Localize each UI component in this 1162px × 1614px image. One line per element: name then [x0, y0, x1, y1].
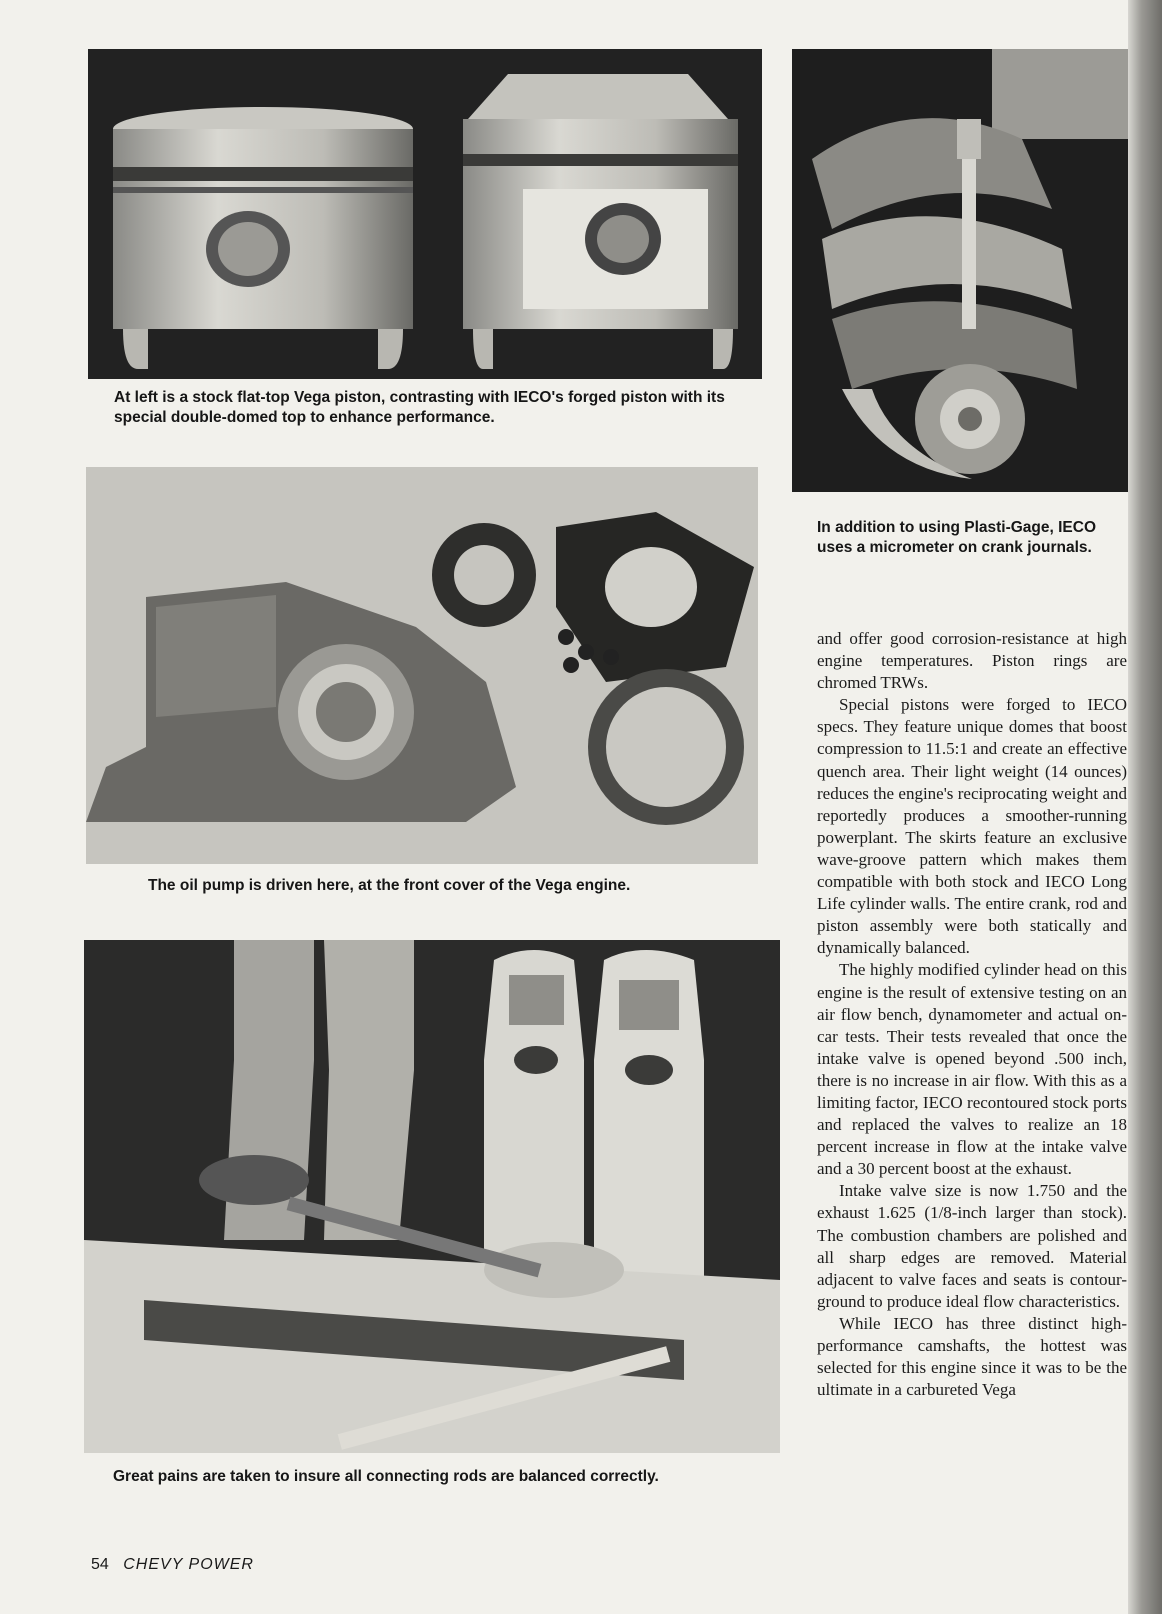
oil-pump-caption: The oil pump is driven here, at the front cover of the Vega engine.: [148, 877, 631, 894]
pistons-photo: [88, 49, 762, 379]
body-paragraph: While IECO has three distinct high-performance camshafts, the hottest was selected for this engine since it was to be the ultimate in a carbureted Vega: [817, 1313, 1127, 1400]
page-footer: [91, 1556, 254, 1574]
pistons-caption: At left is a stock flat-top Vega piston, contrasting with IECO's forged piston with its special double-domed top to enhance performance.: [114, 389, 725, 426]
crank-caption: In addition to using Plasti-Gage, IECO uses a micrometer on crank journals.: [817, 519, 1097, 556]
crank-micrometer-photo: [792, 49, 1128, 492]
article-body: [817, 628, 1127, 1401]
page-binding-edge: [1128, 0, 1162, 1614]
body-paragraph: Intake valve size is now 1.750 and the exhaust 1.625 (1/8-inch larger than stock). The combustion chambers are polished and all sharp edges are removed. Material adjacent to valve faces and seats is contour-ground to produce ideal flow characteristics.: [817, 1181, 1127, 1311]
body-paragraph: The highly modified cylinder head on this engine is the result of extensive testing on an air flow bench, dynamometer and actual on-car tests. Their tests revealed that once the intake valve is opened beyond .500 inch, there is no increase in air flow. With this as a limiting factor, IECO recontoured stock ports and replaced the valves to realize an 18 percent increase in flow at the intake valve and a 30 percent boost at the exhaust.: [817, 960, 1127, 1179]
page-number: 54: [91, 1556, 109, 1573]
body-paragraph: Special pistons were forged to IECO specs. They feature unique domes that boost compression to 11.5:1 and create an effective quench area. Their light weight (14 ounces) reduces the engine's reciprocating weight and reportedly produces a smoother-running powerplant. The skirts feature an exclusive wave-groove pattern which makes them compatible with both stock and IECO Long Life cylinder walls. The entire crank, rod and piston assembly were both statically and dynamically balanced.: [817, 695, 1127, 958]
magazine-name: CHEVY POWER: [123, 1556, 254, 1573]
oil-pump-photo: [86, 467, 758, 864]
body-paragraph: and offer good corrosion-resistance at high engine temperatures. Piston rings are chromed TRWs.: [817, 629, 1127, 693]
rods-caption: Great pains are taken to insure all connecting rods are balanced correctly.: [113, 1468, 659, 1485]
rod-balancing-photo: [84, 940, 780, 1453]
